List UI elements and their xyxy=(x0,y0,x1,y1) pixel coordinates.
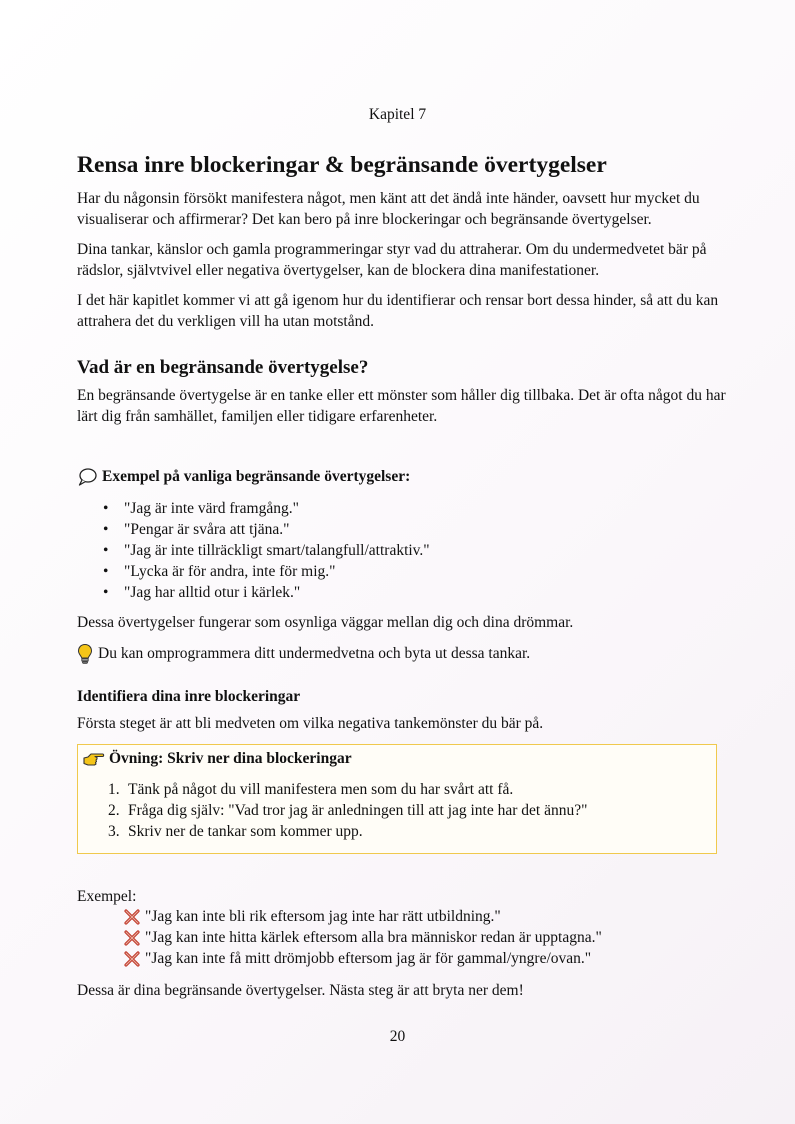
sample-list xyxy=(124,906,602,969)
pointing-hand-icon xyxy=(83,750,105,768)
examples-after-text: Dessa övertygelser fungerar som osynliga väggar mellan dig och dina drömmar. xyxy=(77,614,574,631)
exercise-box xyxy=(77,744,717,854)
list-item: • "Lycka är för andra, inte för mig." xyxy=(103,563,336,580)
tip-text: Du kan omprogrammera ditt undermedvetna och byta ut dessa tankar. xyxy=(98,645,531,662)
closing-text: Dessa är dina begränsande övertygelser. Nästa steg är att bryta ner dem! xyxy=(77,982,524,999)
examples-heading xyxy=(77,467,410,487)
intro-paragraph-1: Har du någonsin försökt manifestera något, men känt att det ändå inte händer, oavsett hur mycket du visualiserar och affirmerar? Det kan bero på inre blockeringar och begränsande övertygelser. xyxy=(77,190,700,228)
speech-bubble-icon xyxy=(77,467,97,487)
list-item: "Jag kan inte få mitt drömjobb eftersom jag är för gammal/yngre/ovan." xyxy=(124,948,602,969)
list-item: 3. Skriv ner de tankar som kommer upp. xyxy=(108,823,363,840)
intro-paragraph-3: I det här kapitlet kommer vi att gå igenom hur du identifierar och rensar bort dessa hinder, så att du kan attrahera det du verkligen vill ha utan motstånd. xyxy=(77,292,719,330)
section-text-belief: En begränsande övertygelse är en tanke eller ett mönster som håller dig tillbaka. Det är ofta något du har lärt dig från samhället, familjen eller tidigare erfarenheter. xyxy=(77,387,726,425)
exercise-title xyxy=(83,750,352,768)
page-number: 20 xyxy=(389,1028,406,1045)
sample-label: Exempel: xyxy=(77,888,137,905)
list-item: 1. Tänk på något du vill manifestera men som du har svårt att få. xyxy=(108,781,514,798)
section-text-identify: Första steget är att bli medveten om vilka negativa tankemönster du bär på. xyxy=(77,715,544,732)
list-item: "Jag kan inte hitta kärlek eftersom alla bra människor redan är upptagna." xyxy=(124,927,602,948)
list-item: • "Pengar är svåra att tjäna." xyxy=(103,521,290,538)
cross-mark-icon xyxy=(124,909,140,925)
cross-mark-icon xyxy=(124,930,140,946)
page-title: Rensa inre blockeringar & begränsande övertygelser xyxy=(77,152,607,178)
list-item: • "Jag är inte tillräckligt smart/talangfull/attraktiv." xyxy=(103,542,430,559)
belief-list xyxy=(103,498,430,603)
list-item: 2. Fråga dig själv: "Vad tror jag är anledningen till att jag inte har det ännu?" xyxy=(108,802,588,819)
list-item: • "Jag har alltid otur i kärlek." xyxy=(103,584,301,601)
examples-heading-text: Exempel på vanliga begränsande övertygelser: xyxy=(102,468,411,485)
tip-line xyxy=(77,643,530,665)
section-heading-identify: Identifiera dina inre blockeringar xyxy=(77,688,301,705)
lightbulb-icon xyxy=(77,643,93,665)
intro-paragraph-2: Dina tankar, känslor och gamla programmeringar styr vad du attraherar. Om du undermedvetet bär på rädslor, självtvivel eller negativa övertygelser, kan de blockera dina manifestationer. xyxy=(77,241,707,279)
section-heading-belief: Vad är en begränsande övertygelse? xyxy=(77,357,369,378)
list-item: "Jag kan inte bli rik eftersom jag inte har rätt utbildning." xyxy=(124,906,602,927)
exercise-title-text: Övning: Skriv ner dina blockeringar xyxy=(109,750,352,767)
exercise-steps xyxy=(108,779,587,842)
cross-mark-icon xyxy=(124,951,140,967)
list-item: • "Jag är inte värd framgång." xyxy=(103,500,299,517)
chapter-label: Kapitel 7 xyxy=(368,106,427,123)
